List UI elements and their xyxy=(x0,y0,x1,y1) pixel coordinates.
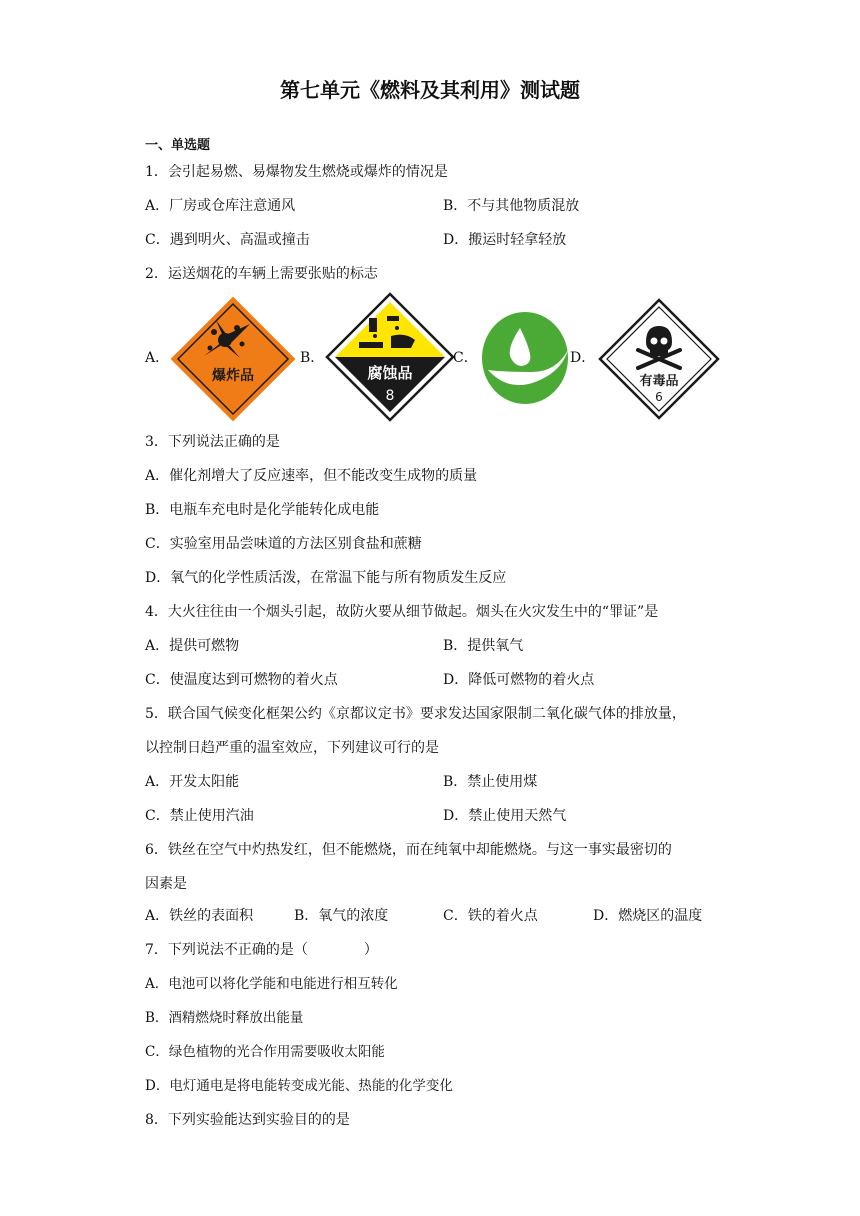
water-saving-sign xyxy=(480,310,570,406)
question-5-option-b: B．禁止使用煤 xyxy=(443,774,538,790)
question-2-label-d: D． xyxy=(570,350,596,366)
page-title: 第七单元《燃料及其利用》测试题 xyxy=(280,78,580,102)
question-3-option-d: D．氧气的化学性质活泼，在常温下能与所有物质发生反应 xyxy=(145,570,507,586)
question-1-option-a: A．厂房或仓库注意通风 xyxy=(145,198,296,214)
question-4-option-b: B．提供氧气 xyxy=(443,638,524,654)
question-8-stem: 8．下列实验能达到实验目的的是 xyxy=(145,1112,350,1128)
question-4-option-c: C．使温度达到可燃物的着火点 xyxy=(145,672,338,688)
explosive-label: 爆炸品 xyxy=(212,368,254,384)
question-3-option-c: C．实验室用品尝味道的方法区别食盐和蔗糖 xyxy=(145,536,422,552)
toxic-label: 有毒品 xyxy=(639,374,679,389)
question-6-stem-line-1: 6．铁丝在空气中灼热发红，但不能燃烧，而在纯氧中却能燃烧。与这一事实最密切的 xyxy=(145,842,672,858)
question-6-option-a: A．铁丝的表面积 xyxy=(145,908,254,924)
explosive-sign xyxy=(170,296,296,422)
question-4-option-a: A．提供可燃物 xyxy=(145,638,240,654)
corrosive-sign xyxy=(325,292,455,422)
question-7-option-a: A．电池可以将化学能和电能进行相互转化 xyxy=(145,976,398,992)
question-7-option-b: B．酒精燃烧时释放出能量 xyxy=(145,1010,304,1026)
corrosive-class-number: 8 xyxy=(385,388,395,404)
water-saving-icon xyxy=(482,312,568,404)
corrosive-label: 腐蚀品 xyxy=(367,364,413,382)
question-7-option-d: D．电灯通电是将电能转变成光能、热能的化学变化 xyxy=(145,1078,453,1094)
question-5-stem-line-2: 以控制日趋严重的温室效应，下列建议可行的是 xyxy=(145,740,439,756)
question-5-option-a: A．开发太阳能 xyxy=(145,774,240,790)
question-1-option-d: D．搬运时轻拿轻放 xyxy=(443,232,567,248)
question-1-option-b: B．不与其他物质混放 xyxy=(443,198,580,214)
question-3-option-b: B．电瓶车充电时是化学能转化成电能 xyxy=(145,502,380,518)
question-5-stem-line-1: 5．联合国气候变化框架公约《京都议定书》要求发达国家限制二氧化碳气体的排放量， xyxy=(145,706,686,722)
question-6-option-d: D．燃烧区的温度 xyxy=(593,908,703,924)
question-5-option-d: D．禁止使用天然气 xyxy=(443,808,567,824)
toxic-sign xyxy=(598,298,720,420)
question-5-option-c: C．禁止使用汽油 xyxy=(145,808,254,824)
question-4-stem: 4．大火往往由一个烟头引起，故防火要从细节做起。烟头在火灾发生中的“罪证”是 xyxy=(145,604,659,620)
toxic-class-number: 6 xyxy=(655,390,663,404)
question-2-stem: 2．运送烟花的车辆上需要张贴的标志 xyxy=(145,266,378,282)
question-1-stem: 1．会引起易燃、易爆物发生燃烧或爆炸的情况是 xyxy=(145,164,448,180)
question-7-stem: 7．下列说法不正确的是（ ） xyxy=(145,942,378,958)
question-7-option-c: C．绿色植物的光合作用需要吸收太阳能 xyxy=(145,1044,385,1060)
question-6-option-b: B．氧气的浓度 xyxy=(294,908,389,924)
question-2-label-c: C． xyxy=(453,350,478,366)
question-3-option-a: A．催化剂增大了反应速率，但不能改变生成物的质量 xyxy=(145,468,478,484)
section-heading: 一、单选题 xyxy=(145,138,211,153)
question-6-option-c: C．铁的着火点 xyxy=(443,908,538,924)
question-1-option-c: C．遇到明火、高温或撞击 xyxy=(145,232,310,248)
question-2-label-a: A． xyxy=(145,350,170,366)
question-6-stem-line-2: 因素是 xyxy=(145,876,187,892)
question-2-label-b: B． xyxy=(300,350,325,366)
question-4-option-d: D．降低可燃物的着火点 xyxy=(443,672,595,688)
question-3-stem: 3．下列说法正确的是 xyxy=(145,434,280,450)
